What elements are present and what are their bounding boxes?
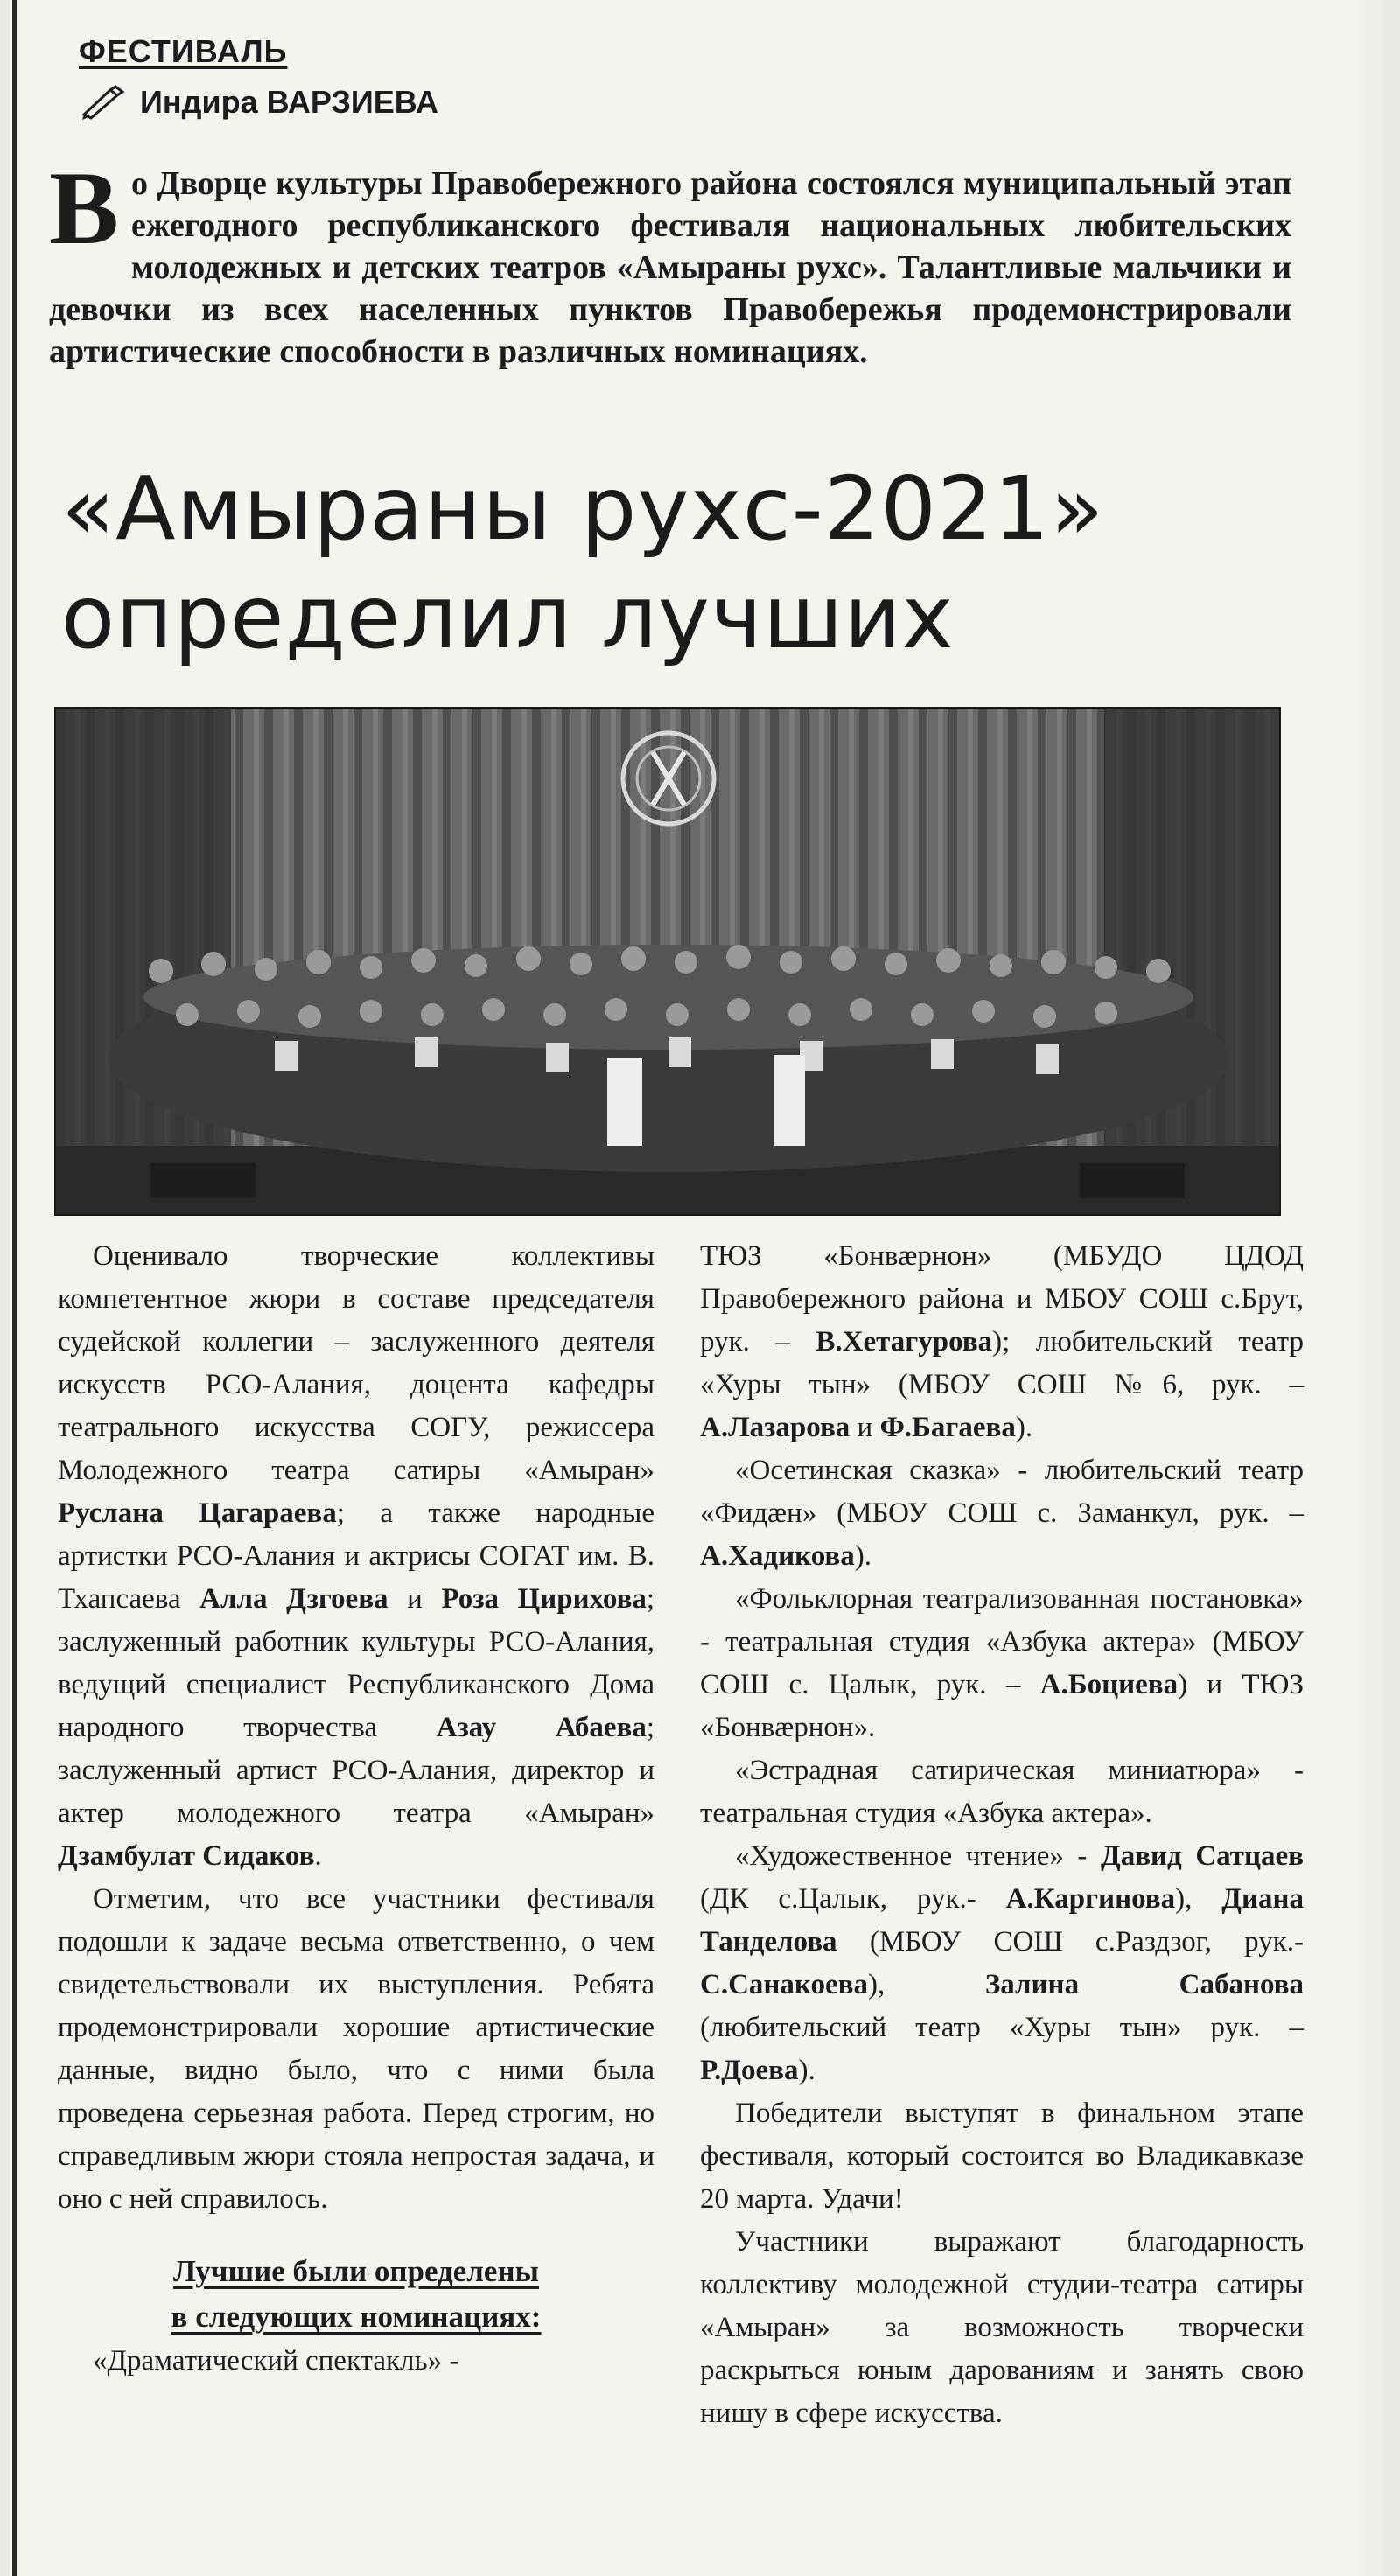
drama-nomination-continued: ТЮЗ «Бонвæрнон» (МБУДО ЦДОД Правобережного района и МБОУ СОШ с.Брут, рук. – В.Хетагурова); любительский театр «Хуры тын» (МБОУ СОШ №6, рук. – А.Лазарова и Ф.Багаева). (700, 1240, 1304, 1443)
participants-paragraph: Отметим, что все участники фестиваля подошли к задаче весьма ответственно, о чем свидетельствовали их выступления. Ребята продемонстрировали хорошие артистические данные, видно было, что с ними была проведена серьезная работа. Перед строгим, но справедливым жюри стояла непростая задача, и оно с ней справилось. (58, 1883, 654, 2215)
satire-nomination: «Эстрадная сатирическая миниатюра» - театральная студия «Азбука актера». (700, 1755, 1304, 1829)
group-photo-stage-icon (56, 709, 1279, 1214)
lead-paragraph (49, 150, 1292, 373)
author-name: Индира ВАРЗИЕВА (140, 84, 438, 120)
article-headline (61, 455, 1321, 672)
drop-cap: В (49, 150, 120, 266)
gratitude-paragraph: Участники выражают благодарность коллективу молодежной студии-театра сатиры «Амыран» за возможность творчески раскрыться юным дарованиям и занять свою нишу в сфере искусства. (700, 2226, 1304, 2429)
jury-paragraph: Оценивало творческие коллективы компетентное жюри в составе председателя судейской коллегии – заслуженного деятеля искусств РСО-Алания, доцента кафедры театрального искусства СОГУ, режиссера Молодежного театра сатиры «Амыран» Руслана Цагараева; а также народные артистки РСО-Алания и актрисы СОГАТ им. В. Тхапсаева Алла Дзгоева и Роза Цирихова; заслуженный работник культуры РСО-Алания, ведущий специалист Республиканского Дома народного творчества Азау Абаева; заслуженный артист РСО-Алания, директор и актер молодежного театра «Амыран» Дзамбулат Сидаков. (58, 1240, 654, 1872)
drama-nomination-start: «Драматический спектакль» - (93, 2345, 459, 2377)
group-photo (54, 707, 1281, 1216)
pen-icon (80, 85, 128, 120)
lead-text: о Дворце культуры Правобережного района состоялся муниципальный этап ежегодного республиканского фестиваля национальных любительских молодежных и детских театров «Амыраны рухс». Талантливые мальчики и девочки из всех населенных пунктов Правобережья продемонстрировали артистические способности в различных номинациях. (49, 165, 1292, 370)
headline-line-1: «Амыраны рухс-2021» (61, 457, 1105, 560)
folklore-nomination: «Фольклорная театрализованная постановка» - театральная студия «Азбука актера» (МБОУ СОШ с. Цалык, рук. – А.Боциева) и ТЮЗ «Бонвæрнон». (700, 1583, 1304, 1743)
crowd-icon (108, 945, 1228, 1172)
article-column-right (700, 1235, 1304, 2435)
nominations-subhead: Лучшие были определены в следующих номинациях: (171, 2254, 542, 2334)
emblem-icon (623, 733, 714, 824)
section-rubric: ФЕСТИВАЛЬ (79, 33, 288, 69)
fairy-tale-nomination: «Осетинская сказка» - любительский театр «Фидæн» (МБОУ СОШ с. Заманкул, рук. – А.Хадикова). (700, 1455, 1304, 1572)
byline (80, 84, 438, 121)
reading-nomination: «Художественное чтение» - Давид Сатцаев (ДК с.Цалык, рук.- А.Каргинова), Диана Танделова (МБОУ СОШ с.Раздзог, рук.- С.Санакоева), Залина Сабанова (любительский театр «Хуры тын» рук. – Р.Доева). (700, 1840, 1305, 2086)
winners-paragraph: Победители выступят в финальном этапе фестиваля, который состоится во Владикавказе 20 марта. Удачи! (700, 2098, 1304, 2215)
article-column-left (58, 1235, 654, 2383)
headline-line-2: определил лучших (61, 566, 955, 668)
